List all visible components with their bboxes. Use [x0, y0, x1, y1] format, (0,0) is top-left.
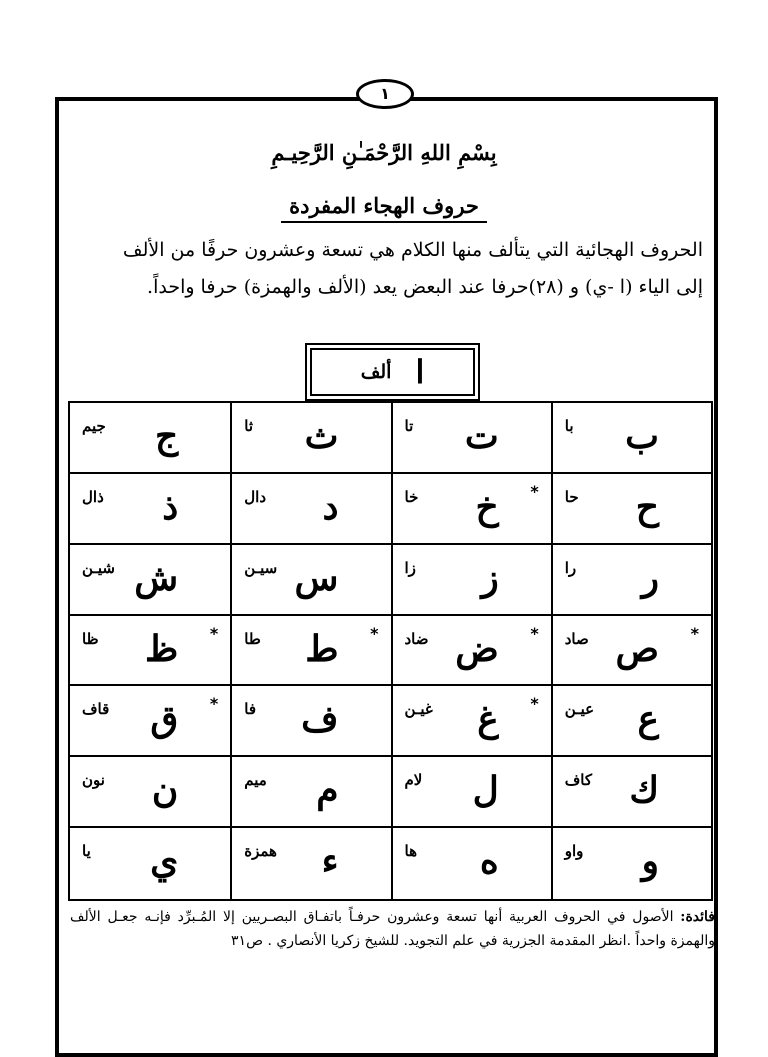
letters-table	[68, 401, 713, 901]
letter-cell	[230, 545, 390, 616]
letter-glyph: م	[316, 769, 339, 812]
star-mark: *	[530, 623, 539, 643]
star-mark: *	[530, 694, 539, 714]
letter-glyph: ص	[615, 627, 659, 670]
letter-name: واو	[564, 842, 584, 861]
letter-cell	[391, 616, 551, 687]
letter-glyph: ك	[629, 769, 659, 812]
letter-cell	[391, 828, 551, 899]
letter-name: زا	[404, 558, 416, 577]
letter-cell	[230, 828, 390, 899]
letter-cell	[70, 616, 230, 687]
letter-name: قاف	[82, 700, 110, 719]
star-mark: *	[370, 623, 379, 643]
letter-cell	[230, 686, 390, 757]
letter-cell	[70, 403, 230, 474]
letter-glyph: غ	[477, 698, 499, 741]
letter-name: شيـن	[82, 558, 115, 577]
letter-name: سيـن	[244, 558, 278, 577]
letter-glyph: ش	[134, 556, 179, 599]
letter-name: كاف	[564, 771, 593, 790]
letter-name: غيـن	[404, 700, 433, 719]
letter-name: با	[564, 417, 574, 435]
letter-name: را	[564, 558, 577, 577]
letter-cell	[230, 474, 390, 545]
letter-name: ظا	[82, 629, 99, 648]
letter-glyph: ح	[635, 485, 659, 528]
letter-cell	[230, 616, 390, 687]
letter-cell	[391, 403, 551, 474]
letter-cell	[70, 545, 230, 616]
alif-letter: ا	[415, 353, 425, 391]
letter-glyph: ض	[455, 627, 499, 670]
star-mark: *	[530, 481, 539, 501]
star-mark: *	[209, 694, 219, 714]
letter-name: ضاد	[404, 629, 429, 648]
footnote-text: الأصول في الحروف العربية أنها تسعة وعشرون حرفـاً باتفـاق البصـريين إلا المُـبرِّد فإنـه جعـل الألف والهمزة واحداً .انظر المقدمة الجزرية في علم التجويد. للشيخ زكريا الأنصاري . ص٣١	[70, 909, 715, 949]
letter-glyph: ء	[321, 840, 339, 883]
star-mark: *	[690, 623, 699, 643]
letter-glyph: د	[322, 485, 339, 528]
letter-glyph: ق	[150, 698, 179, 741]
letter-glyph: ط	[305, 627, 339, 670]
letter-name: صاد	[564, 629, 589, 648]
letter-name: ميم	[244, 771, 267, 790]
star-mark: *	[209, 623, 219, 643]
letter-glyph: ج	[155, 415, 179, 457]
letter-glyph: ذ	[162, 485, 179, 528]
letter-name: يا	[82, 842, 91, 861]
letter-cell	[230, 403, 390, 474]
intro-line-1: الحروف الهجائية التي يتألف منها الكلام هي تسعة وعشرون حرفًا من الألف	[122, 239, 703, 261]
letter-name: طا	[244, 629, 261, 648]
letter-cell	[230, 757, 390, 828]
letter-name: لام	[404, 771, 423, 790]
letter-glyph: ن	[151, 769, 179, 812]
letter-cell	[551, 474, 711, 545]
alif-name: ألف	[360, 361, 392, 383]
letter-name: دال	[244, 487, 266, 506]
letter-name: خا	[404, 487, 419, 506]
letter-cell	[551, 686, 711, 757]
letter-cell	[70, 686, 230, 757]
letter-cell	[70, 828, 230, 899]
page-number: ١	[356, 79, 414, 109]
letter-name: عيـن	[564, 700, 595, 719]
letter-cell	[551, 545, 711, 616]
intro-line-2: إلى الياء (ا -ي) و (٢٨)حرفا عند البعض يعد (الألف والهمزة) حرفا واحداً.	[147, 276, 703, 298]
letter-cell	[70, 757, 230, 828]
letter-name: تا	[404, 417, 414, 435]
letter-name: ثا	[244, 417, 253, 435]
letter-cell	[391, 545, 551, 616]
letter-cell	[551, 828, 711, 899]
letter-cell	[551, 757, 711, 828]
footnote	[70, 905, 715, 953]
page-title-text: حروف الهجاء المفردة	[281, 193, 487, 223]
letter-glyph: ه	[479, 840, 499, 883]
letter-cell	[551, 616, 711, 687]
letter-glyph: ز	[481, 556, 499, 599]
letter-cell	[70, 474, 230, 545]
letter-glyph: س	[294, 556, 339, 599]
letter-glyph: ف	[301, 698, 339, 741]
letter-cell	[391, 474, 551, 545]
letter-glyph: ر	[641, 556, 659, 599]
letter-cell	[391, 757, 551, 828]
letter-name: فا	[244, 700, 256, 719]
letter-name: جيم	[82, 417, 106, 435]
letter-name: حا	[564, 487, 579, 506]
letter-glyph: خ	[475, 485, 499, 528]
letter-glyph: و	[641, 840, 659, 883]
letter-name: ها	[404, 842, 417, 861]
alif-box	[305, 343, 480, 401]
intro-paragraph	[70, 232, 703, 306]
letter-cell	[391, 686, 551, 757]
letter-name: نون	[82, 771, 105, 790]
letter-glyph: ظ	[144, 627, 179, 670]
footnote-label: فائدة:	[680, 909, 715, 925]
alif-inner	[310, 348, 475, 396]
letter-name: ذال	[82, 487, 104, 506]
basmala: بِسْمِ اللهِ الرَّحْمَـٰنِ الرَّحِيـمِ	[271, 140, 497, 165]
letter-name: همزة	[244, 842, 277, 861]
letter-glyph: ي	[150, 840, 179, 883]
letter-glyph: ب	[625, 415, 659, 457]
letter-glyph: ع	[637, 698, 659, 741]
letter-cell	[551, 403, 711, 474]
letter-glyph: ت	[464, 415, 499, 457]
letter-glyph: ل	[472, 769, 499, 812]
page-title	[0, 193, 768, 218]
letter-glyph: ث	[304, 415, 339, 457]
